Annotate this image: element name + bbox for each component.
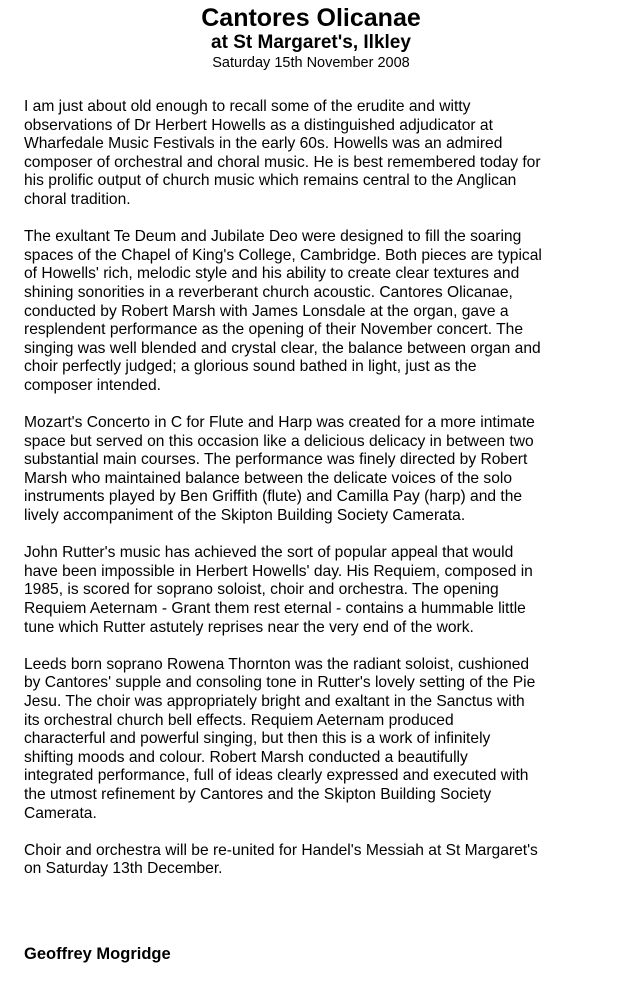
- paragraph-soloist: Leeds born soprano Rowena Thornton was the radiant soloist, cushioned by Cantores' supple and consoling tone in Rutter's lovely setting of the Pie Jesu. The choir was appropriately bright and exaltant in the Sanctus with its orchestral church bell effects. Requiem Aeternam produced characterful and powerful singing, but then this is a work of infinitely shifting moods and colour. Robert Marsh conducted a beautifully integrated performance, full of ideas clearly expressed and executed with the utmost refinement by Cantores and the Skipton Building Society Camerata.: [24, 655, 536, 822]
- paragraph-messiah-notice: Choir and orchestra will be re-united for Handel's Messiah at St Margaret's on Saturday 13th December.: [24, 841, 538, 878]
- article-header: [0, 4, 622, 72]
- review-body: [24, 98, 614, 898]
- paragraph-howells-intro: I am just about old enough to recall some of the erudite and witty observations of Dr Herbert Howells as a distinguished adjudicator at Wharfedale Music Festivals in the early 60s. Howells was an admired composer of orchestral and choral music. He is best remembered today for his prolific output of church music which remains central to the Anglican choral tradition.: [24, 98, 541, 208]
- page-title: Cantores Olicanae: [201, 4, 421, 32]
- concert-date: Saturday 15th November 2008: [212, 55, 410, 71]
- venue-subtitle: at St Margaret's, Ilkley: [211, 32, 411, 53]
- paragraph-rutter-requiem: John Rutter's music has achieved the sort of popular appeal that would have been impossible in Herbert Howells' day. His Requiem, composed in 1985, is scored for soprano soloist, choir and orchestra. The opening Requiem Aeternam - Grant them rest eternal - contains a hummable little tune which Rutter astutely reprises near the very end of the work.: [24, 544, 533, 636]
- author-name: Geoffrey Mogridge: [24, 945, 171, 963]
- paragraph-mozart-concerto: Mozart's Concerto in C for Flute and Harp was created for a more intimate space but served on this occasion like a delicious delicacy in between two substantial main courses. The performance was finely directed by Robert Marsh who maintained balance between the delicate voices of the solo instruments played by Ben Griffith (flute) and Camilla Pay (harp) and the lively accompaniment of the Skipton Building Society Camerata.: [24, 414, 535, 525]
- paragraph-te-deum: The exultant Te Deum and Jubilate Deo were designed to fill the soaring spaces of the Chapel of King's College, Cambridge. Both pieces are typical of Howells' rich, melodic style and his ability to create clear textures and shining sonorities in a reverberant church acoustic. Cantores Olicanae, conducted by Robert Marsh with James Lonsdale at the organ, gave a resplendent performance as the opening of their November concert. The singing was well blended and crystal clear, the balance between organ and choir perfectly judged; a glorious sound bathed in light, just as the composer intended.: [24, 228, 542, 394]
